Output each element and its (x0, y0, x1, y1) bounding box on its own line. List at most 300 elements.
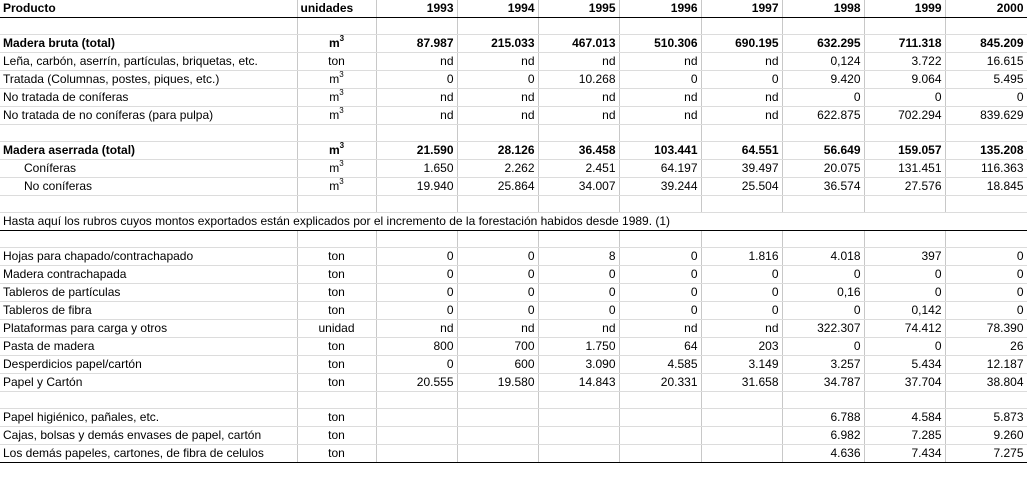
value-cell[interactable]: 18.845 (945, 178, 1027, 196)
unit-exponent: 3 (339, 177, 344, 186)
empty-cell[interactable] (864, 231, 945, 248)
table-row (0, 266, 1027, 284)
value-cell[interactable]: nd (457, 53, 538, 71)
unit-cell[interactable] (297, 445, 376, 463)
blank-row (0, 18, 1027, 35)
value-cell[interactable]: 467.013 (538, 35, 619, 53)
value-cell[interactable] (701, 409, 782, 427)
empty-cell[interactable] (619, 231, 701, 248)
unit-text: m (329, 108, 340, 122)
empty-cell[interactable] (782, 392, 864, 409)
unit-text: m (328, 143, 340, 157)
value-cell[interactable]: 7.434 (864, 445, 945, 463)
value-cell[interactable]: nd (538, 320, 619, 338)
value-cell[interactable]: 131.451 (864, 160, 945, 178)
value-cell[interactable]: 203 (701, 338, 782, 356)
blank-row (0, 125, 1027, 142)
empty-cell[interactable] (297, 231, 376, 248)
value-cell[interactable] (619, 445, 701, 463)
empty-cell[interactable] (297, 18, 376, 35)
value-cell[interactable]: nd (376, 53, 457, 71)
value-cell[interactable]: 510.306 (619, 35, 701, 53)
value-cell[interactable]: 0 (619, 284, 701, 302)
unit-text: m (329, 179, 340, 193)
unit-text: m (329, 161, 340, 175)
empty-cell[interactable] (538, 196, 619, 213)
value-cell[interactable]: 21.590 (376, 142, 457, 160)
value-cell[interactable]: 0 (701, 266, 782, 284)
value-cell[interactable]: 2.451 (538, 160, 619, 178)
value-cell[interactable]: 0 (701, 71, 782, 89)
product-label-cell[interactable]: Cajas, bolsas y demás envases de papel, cartón (0, 427, 297, 445)
value-cell[interactable]: 19.940 (376, 178, 457, 196)
value-cell[interactable]: 38.804 (945, 374, 1027, 392)
value-cell[interactable]: 1.816 (701, 248, 782, 266)
value-cell[interactable] (457, 445, 538, 463)
value-cell[interactable] (538, 409, 619, 427)
value-cell[interactable]: nd (376, 320, 457, 338)
value-cell[interactable] (619, 427, 701, 445)
value-cell[interactable]: 0 (376, 302, 457, 320)
value-cell[interactable]: 3.722 (864, 53, 945, 71)
unit-exponent: 3 (339, 159, 344, 168)
value-cell[interactable]: nd (457, 320, 538, 338)
value-cell[interactable]: 0 (782, 338, 864, 356)
unit-text: ton (328, 428, 345, 442)
value-cell[interactable]: 632.295 (782, 35, 864, 53)
value-cell[interactable]: 800 (376, 338, 457, 356)
value-cell[interactable]: 9.420 (782, 71, 864, 89)
table-row (0, 53, 1027, 71)
unit-cell[interactable] (297, 356, 376, 374)
value-cell[interactable]: 6.982 (782, 427, 864, 445)
value-cell[interactable]: 0 (619, 71, 701, 89)
table-row (0, 107, 1027, 125)
unit-cell[interactable] (297, 284, 376, 302)
empty-cell[interactable] (457, 231, 538, 248)
empty-cell[interactable] (457, 392, 538, 409)
empty-cell[interactable] (0, 18, 297, 35)
empty-cell[interactable] (619, 392, 701, 409)
value-cell[interactable]: 0 (864, 89, 945, 107)
unit-cell[interactable] (297, 53, 376, 71)
value-cell[interactable]: 700 (457, 338, 538, 356)
value-cell[interactable] (701, 445, 782, 463)
unit-exponent: 3 (339, 70, 344, 79)
table-row (0, 71, 1027, 89)
value-cell[interactable]: 0 (376, 356, 457, 374)
product-label-cell[interactable]: Plataformas para carga y otros (0, 320, 297, 338)
unit-cell[interactable] (297, 427, 376, 445)
value-cell[interactable] (376, 409, 457, 427)
product-label-cell[interactable]: Papel higiénico, pañales, etc. (0, 409, 297, 427)
unit-cell[interactable] (297, 142, 376, 160)
unit-exponent: 3 (339, 141, 345, 150)
value-cell[interactable]: 0 (376, 71, 457, 89)
value-cell[interactable]: nd (701, 89, 782, 107)
unit-text: ton (328, 303, 345, 317)
empty-cell[interactable] (376, 196, 457, 213)
product-label-cell[interactable]: Leña, carbón, aserrín, partículas, briquetas, etc. (0, 53, 297, 71)
unit-text: m (329, 90, 340, 104)
empty-cell[interactable] (538, 231, 619, 248)
empty-cell[interactable] (0, 196, 297, 213)
header-units-cell[interactable]: unidades (297, 0, 376, 18)
product-label-cell[interactable]: Coníferas (0, 160, 297, 178)
unit-exponent: 3 (339, 106, 344, 115)
unit-cell[interactable] (297, 266, 376, 284)
empty-cell[interactable] (945, 392, 1027, 409)
header-year-cell[interactable]: 1999 (864, 0, 945, 18)
value-cell[interactable]: 5.873 (945, 409, 1027, 427)
value-cell[interactable]: 103.441 (619, 142, 701, 160)
product-label-cell[interactable]: Los demás papeles, cartones, de fibra de celulos (0, 445, 297, 463)
value-cell[interactable]: 31.658 (701, 374, 782, 392)
value-cell[interactable]: 116.363 (945, 160, 1027, 178)
product-label-cell[interactable]: Madera bruta (total) (0, 35, 297, 53)
header-year-cell[interactable]: 1993 (376, 0, 457, 18)
value-cell[interactable]: 3.257 (782, 356, 864, 374)
empty-cell[interactable] (864, 125, 945, 142)
value-cell[interactable]: 0 (782, 89, 864, 107)
product-label-cell[interactable]: Tableros de fibra (0, 302, 297, 320)
unit-cell[interactable] (297, 409, 376, 427)
blank-row (0, 231, 1027, 248)
unit-text: ton (328, 375, 345, 389)
value-cell[interactable]: nd (701, 107, 782, 125)
value-cell[interactable]: 36.574 (782, 178, 864, 196)
value-cell[interactable] (538, 445, 619, 463)
empty-cell[interactable] (297, 196, 376, 213)
header-year-cell[interactable]: 1995 (538, 0, 619, 18)
value-cell[interactable]: nd (701, 320, 782, 338)
empty-cell[interactable] (945, 196, 1027, 213)
value-cell[interactable]: 9.064 (864, 71, 945, 89)
value-cell[interactable]: 5.434 (864, 356, 945, 374)
value-cell[interactable]: 0 (457, 71, 538, 89)
empty-cell[interactable] (297, 392, 376, 409)
empty-cell[interactable] (376, 392, 457, 409)
value-cell[interactable]: 0,124 (782, 53, 864, 71)
value-cell[interactable]: 74.412 (864, 320, 945, 338)
unit-text: ton (328, 446, 345, 460)
value-cell[interactable]: 64.197 (619, 160, 701, 178)
empty-cell[interactable] (0, 231, 297, 248)
empty-cell[interactable] (0, 125, 297, 142)
unit-text: m (328, 36, 340, 50)
value-cell[interactable] (376, 445, 457, 463)
table-row (0, 409, 1027, 427)
product-label-cell[interactable]: Pasta de madera (0, 338, 297, 356)
product-label-cell[interactable]: Hojas para chapado/contrachapado (0, 248, 297, 266)
empty-cell[interactable] (701, 18, 782, 35)
value-cell[interactable]: 0 (945, 302, 1027, 320)
empty-cell[interactable] (945, 231, 1027, 248)
product-label-cell[interactable]: No coníferas (0, 178, 297, 196)
value-cell[interactable]: 36.458 (538, 142, 619, 160)
header-year-cell[interactable]: 1998 (782, 0, 864, 18)
empty-cell[interactable] (782, 18, 864, 35)
value-cell[interactable]: 64.551 (701, 142, 782, 160)
value-cell[interactable]: 28.126 (457, 142, 538, 160)
value-cell[interactable] (457, 409, 538, 427)
value-cell[interactable]: 711.318 (864, 35, 945, 53)
value-cell[interactable]: nd (457, 89, 538, 107)
value-cell[interactable]: 4.636 (782, 445, 864, 463)
value-cell[interactable]: 215.033 (457, 35, 538, 53)
empty-cell[interactable] (701, 196, 782, 213)
value-cell[interactable]: 64 (619, 338, 701, 356)
value-cell[interactable]: 78.390 (945, 320, 1027, 338)
empty-cell[interactable] (864, 392, 945, 409)
unit-text: ton (328, 249, 345, 263)
header-product-cell[interactable]: Producto (0, 0, 297, 18)
value-cell[interactable]: nd (538, 89, 619, 107)
unit-cell[interactable] (297, 374, 376, 392)
unit-text: m (329, 72, 340, 86)
note-cell[interactable]: Hasta aquí los rubros cuyos montos exportados están explicados por el incremento de la forestación habidos desde 1989. (1) (0, 213, 1027, 231)
value-cell[interactable]: 3.090 (538, 356, 619, 374)
value-cell[interactable]: 622.875 (782, 107, 864, 125)
table-row (0, 142, 1027, 160)
product-label-cell[interactable]: No tratada de coníferas (0, 89, 297, 107)
empty-cell[interactable] (945, 125, 1027, 142)
value-cell[interactable]: 0,142 (864, 302, 945, 320)
value-cell[interactable]: 600 (457, 356, 538, 374)
table-row (0, 302, 1027, 320)
unit-cell[interactable] (297, 248, 376, 266)
note-row (0, 213, 1027, 231)
table-row (0, 89, 1027, 107)
empty-cell[interactable] (701, 392, 782, 409)
value-cell[interactable]: nd (619, 107, 701, 125)
value-cell[interactable]: 8 (538, 248, 619, 266)
product-label-cell[interactable]: Tratada (Columnas, postes, piques, etc.) (0, 71, 297, 89)
empty-cell[interactable] (619, 18, 701, 35)
product-label-cell[interactable]: Madera contrachapada (0, 266, 297, 284)
blank-row (0, 196, 1027, 213)
empty-cell[interactable] (864, 18, 945, 35)
unit-cell[interactable] (297, 71, 376, 89)
value-cell[interactable]: nd (701, 53, 782, 71)
value-cell[interactable]: 839.629 (945, 107, 1027, 125)
value-cell[interactable]: 4.584 (864, 409, 945, 427)
value-cell[interactable]: 690.195 (701, 35, 782, 53)
value-cell[interactable]: 0 (619, 248, 701, 266)
value-cell[interactable]: 6.788 (782, 409, 864, 427)
value-cell[interactable]: 159.057 (864, 142, 945, 160)
empty-cell[interactable] (457, 18, 538, 35)
value-cell[interactable]: 0 (782, 302, 864, 320)
header-year-cell[interactable]: 1996 (619, 0, 701, 18)
value-cell[interactable]: 0 (945, 248, 1027, 266)
value-cell[interactable]: 0 (457, 266, 538, 284)
empty-cell[interactable] (782, 231, 864, 248)
value-cell[interactable]: 10.268 (538, 71, 619, 89)
value-cell[interactable]: nd (619, 320, 701, 338)
value-cell[interactable]: 0 (538, 302, 619, 320)
value-cell[interactable]: 0 (864, 284, 945, 302)
value-cell[interactable]: 20.555 (376, 374, 457, 392)
value-cell[interactable]: 7.275 (945, 445, 1027, 463)
value-cell[interactable]: 0 (538, 266, 619, 284)
table-body (0, 18, 1027, 463)
value-cell[interactable]: 39.497 (701, 160, 782, 178)
unit-text: ton (328, 54, 345, 68)
value-cell[interactable] (457, 427, 538, 445)
value-cell[interactable]: 4.018 (782, 248, 864, 266)
empty-cell[interactable] (297, 125, 376, 142)
table-row (0, 178, 1027, 196)
value-cell[interactable]: nd (376, 107, 457, 125)
value-cell[interactable]: 0 (457, 248, 538, 266)
value-cell[interactable]: 20.075 (782, 160, 864, 178)
empty-cell[interactable] (701, 231, 782, 248)
value-cell[interactable]: 34.787 (782, 374, 864, 392)
unit-cell[interactable] (297, 89, 376, 107)
value-cell[interactable]: 1.750 (538, 338, 619, 356)
value-cell[interactable]: 0 (376, 284, 457, 302)
value-cell[interactable]: 19.580 (457, 374, 538, 392)
value-cell[interactable]: 0 (457, 284, 538, 302)
value-cell[interactable]: 0 (376, 266, 457, 284)
product-label-cell[interactable]: No tratada de no coníferas (para pulpa) (0, 107, 297, 125)
value-cell[interactable]: 0 (945, 89, 1027, 107)
value-cell[interactable]: 3.149 (701, 356, 782, 374)
unit-text: ton (328, 267, 345, 281)
unit-exponent: 3 (339, 34, 345, 43)
unit-text: ton (328, 339, 345, 353)
unit-cell[interactable] (297, 338, 376, 356)
table-row (0, 320, 1027, 338)
value-cell[interactable]: 1.650 (376, 160, 457, 178)
value-cell[interactable]: 0 (619, 266, 701, 284)
unit-cell[interactable] (297, 302, 376, 320)
value-cell[interactable]: 12.187 (945, 356, 1027, 374)
value-cell[interactable]: 0 (538, 284, 619, 302)
value-cell[interactable]: 0 (457, 302, 538, 320)
table-row (0, 248, 1027, 266)
value-cell[interactable]: 5.495 (945, 71, 1027, 89)
value-cell[interactable]: 397 (864, 248, 945, 266)
unit-cell[interactable] (297, 320, 376, 338)
value-cell[interactable]: 0 (619, 302, 701, 320)
unit-text: ton (328, 285, 345, 299)
value-cell[interactable]: 0 (864, 266, 945, 284)
value-cell[interactable]: 2.262 (457, 160, 538, 178)
value-cell[interactable]: nd (457, 107, 538, 125)
value-cell[interactable]: nd (376, 89, 457, 107)
empty-cell[interactable] (538, 125, 619, 142)
value-cell[interactable] (376, 427, 457, 445)
empty-cell[interactable] (0, 392, 297, 409)
value-cell[interactable]: 56.649 (782, 142, 864, 160)
value-cell[interactable]: 0 (945, 284, 1027, 302)
value-cell[interactable]: 322.307 (782, 320, 864, 338)
table-row (0, 356, 1027, 374)
header-row (0, 0, 1027, 18)
empty-cell[interactable] (376, 125, 457, 142)
empty-cell[interactable] (619, 196, 701, 213)
value-cell[interactable]: nd (538, 107, 619, 125)
header-year-cell[interactable]: 2000 (945, 0, 1027, 18)
product-label-cell[interactable]: Madera aserrada (total) (0, 142, 297, 160)
value-cell[interactable]: 135.208 (945, 142, 1027, 160)
value-cell[interactable]: nd (619, 89, 701, 107)
unit-cell[interactable] (297, 107, 376, 125)
header-year-cell[interactable]: 1994 (457, 0, 538, 18)
unit-text: unidad (318, 321, 355, 335)
unit-cell[interactable] (297, 160, 376, 178)
empty-cell[interactable] (376, 18, 457, 35)
value-cell[interactable]: 20.331 (619, 374, 701, 392)
value-cell[interactable]: 25.864 (457, 178, 538, 196)
value-cell[interactable]: 0 (782, 266, 864, 284)
blank-row (0, 392, 1027, 409)
value-cell[interactable]: 0 (864, 338, 945, 356)
empty-cell[interactable] (864, 196, 945, 213)
value-cell[interactable]: 39.244 (619, 178, 701, 196)
empty-cell[interactable] (457, 125, 538, 142)
value-cell[interactable]: 7.285 (864, 427, 945, 445)
value-cell[interactable]: 0 (376, 248, 457, 266)
value-cell[interactable]: 37.704 (864, 374, 945, 392)
empty-cell[interactable] (457, 196, 538, 213)
table-row (0, 284, 1027, 302)
header-year-cell[interactable]: 1997 (701, 0, 782, 18)
value-cell[interactable]: 16.615 (945, 53, 1027, 71)
empty-cell[interactable] (945, 18, 1027, 35)
table-row (0, 160, 1027, 178)
empty-cell[interactable] (701, 125, 782, 142)
empty-cell[interactable] (376, 231, 457, 248)
value-cell[interactable]: 27.576 (864, 178, 945, 196)
table-row (0, 338, 1027, 356)
unit-cell[interactable] (297, 178, 376, 196)
value-cell[interactable] (701, 427, 782, 445)
value-cell[interactable]: 0 (701, 284, 782, 302)
value-cell[interactable]: 26 (945, 338, 1027, 356)
value-cell[interactable] (538, 427, 619, 445)
value-cell[interactable]: 34.007 (538, 178, 619, 196)
empty-cell[interactable] (538, 392, 619, 409)
value-cell[interactable]: 0,16 (782, 284, 864, 302)
empty-cell[interactable] (782, 196, 864, 213)
value-cell[interactable]: nd (619, 53, 701, 71)
value-cell[interactable]: 845.209 (945, 35, 1027, 53)
value-cell[interactable]: 0 (945, 266, 1027, 284)
unit-text: ton (328, 357, 345, 371)
table-row (0, 445, 1027, 463)
product-label-cell[interactable]: Tableros de partículas (0, 284, 297, 302)
value-cell[interactable]: 4.585 (619, 356, 701, 374)
value-cell[interactable]: nd (538, 53, 619, 71)
product-label-cell[interactable]: Desperdicios papel/cartón (0, 356, 297, 374)
value-cell[interactable]: 14.843 (538, 374, 619, 392)
unit-cell[interactable] (297, 35, 376, 53)
value-cell[interactable]: 702.294 (864, 107, 945, 125)
value-cell[interactable]: 0 (701, 302, 782, 320)
value-cell[interactable]: 25.504 (701, 178, 782, 196)
product-label-cell[interactable]: Papel y Cartón (0, 374, 297, 392)
table-row (0, 35, 1027, 53)
empty-cell[interactable] (619, 125, 701, 142)
value-cell[interactable]: 9.260 (945, 427, 1027, 445)
value-cell[interactable]: 87.987 (376, 35, 457, 53)
empty-cell[interactable] (782, 125, 864, 142)
value-cell[interactable] (619, 409, 701, 427)
empty-cell[interactable] (538, 18, 619, 35)
